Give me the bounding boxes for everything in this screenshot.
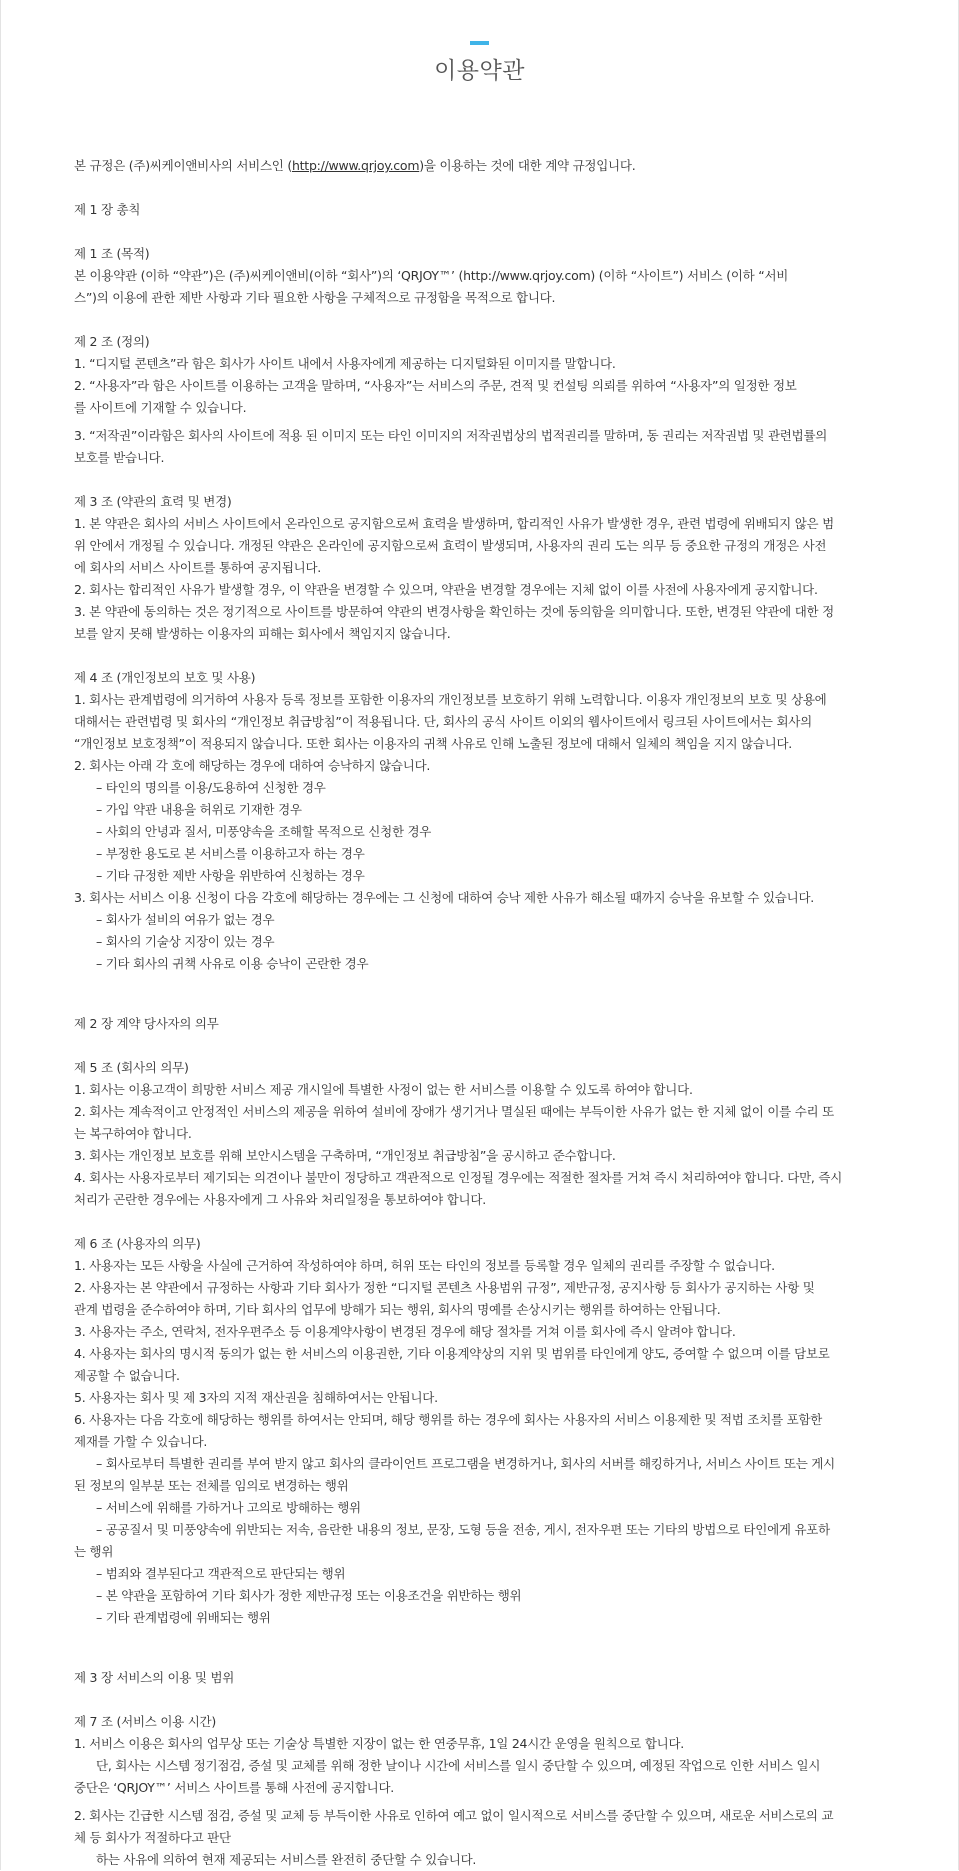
article-line: 3. 사용자는 주소, 연락처, 전자우편주소 등 이용계약사항이 변경된 경우에 해당 절차를 거쳐 이를 회사에 즉시 알려야 합니다. — [74, 1324, 736, 1339]
article-line: 3. “저작권”이라함은 회사의 사이트에 적용 된 이미지 또는 타인 이미지의 저작권법상의 법적권리를 말하며, 동 권리는 저작권법 및 관련법률의 — [74, 428, 828, 443]
chapter-2-title: 제 2 장 계약 당사자의 의무 — [74, 1016, 219, 1031]
article-line: 1. 회사는 관계법령에 의거하여 사용자 등록 정보를 포함한 이용자의 개인정보를 보호하기 위해 노력합니다. 이용자 개인정보의 보호 및 상용에 — [74, 692, 827, 707]
article-line: 스”)의 이용에 관한 제반 사항과 기타 필요한 사항을 구체적으로 규정함을 목적으로 합니다. — [74, 290, 556, 305]
article-title: 제 3 조 (약관의 효력 및 변경) — [74, 494, 232, 509]
article-line: 처리가 곤란한 경우에는 사용자에게 그 사유와 처리일정을 통보하여야 합니다. — [74, 1192, 486, 1207]
article-title: 제 5 조 (회사의 의무) — [74, 1060, 189, 1075]
article-line: 6. 사용자는 다음 각호에 해당하는 행위를 하여서는 안되며, 해당 행위를 하는 경우에 회사는 사용자의 서비스 이용제한 및 적법 조치를 포함한 — [74, 1412, 823, 1427]
article-1 — [74, 243, 889, 309]
dash-item-continued: 는 행위 — [74, 1544, 114, 1559]
article-line: 1. “디지털 콘텐츠”라 함은 회사가 사이트 내에서 사용자에게 제공하는 디지털화된 이미지를 말합니다. — [74, 356, 616, 371]
dash-item: – 범죄와 결부된다고 객관적으로 판단되는 행위 — [96, 1566, 346, 1581]
article-2 — [74, 331, 889, 469]
article-title: 제 6 조 (사용자의 의무) — [74, 1236, 201, 1251]
article-line: 4. 회사는 사용자로부터 제기되는 의견이나 불만이 정당하고 객관적으로 인정될 경우에는 적절한 절차를 거쳐 즉시 처리하여야 합니다. 다만, 즉시 — [74, 1170, 843, 1185]
article-line: 위 안에서 개정될 수 있습니다. 개정된 약관은 온라인에 공지함으로써 효력이 발생되며, 사용자의 권리 도는 의무 등 중요한 규정의 개정은 사전 — [74, 538, 827, 553]
dash-item: – 부정한 용도로 본 서비스를 이용하고자 하는 경우 — [96, 846, 365, 861]
article-line: 를 사이트에 기재할 수 있습니다. — [74, 400, 247, 415]
article-line-indented: 하는 사유에 의하여 현재 제공되는 서비스를 완전히 중단할 수 있습니다. — [96, 1852, 477, 1867]
intro-text: 본 규정은 (주)씨케이앤비사의 서비스인 (http://www.qrjoy.com)을 이용하는 것에 대한 계약 규정입니다. — [74, 158, 636, 173]
article-line: 제재를 가할 수 있습니다. — [74, 1434, 208, 1449]
dash-item: – 회사가 설비의 여유가 없는 경우 — [96, 912, 275, 927]
article-line: 1. 본 약관은 회사의 서비스 사이트에서 온라인으로 공지함으로써 효력을 발생하며, 합리적인 사유가 발생한 경우, 관련 법령에 위배되지 않은 범 — [74, 516, 834, 531]
article-line: 본 이용약관 (이하 “약관”)은 (주)씨케이앤비(이하 “회사”)의 ‘QRJOY™’ (http://www.qrjoy.com) (이하 “사이트”) 서비스 (이하 “서비 — [74, 268, 789, 283]
article-line: 1. 서비스 이용은 회사의 업무상 또는 기술상 특별한 지장이 없는 한 연중무휴, 1일 24시간 운영을 원칙으로 합니다. — [74, 1736, 685, 1751]
article-line: 중단은 ‘QRJOY™’ 서비스 사이트를 통해 사전에 공지합니다. — [74, 1780, 395, 1795]
title-accent-bar — [470, 41, 489, 45]
article-line: 보를 알지 못해 발생하는 이용자의 피해는 회사에서 책임지지 않습니다. — [74, 626, 451, 641]
article-line: “개인정보 보호정책”이 적용되지 않습니다. 또한 회사는 이용자의 귀책 사유로 인해 노출된 정보에 대해서 일체의 책임을 지지 않습니다. — [74, 736, 793, 751]
article-line: 3. 본 약관에 동의하는 것은 정기적으로 사이트를 방문하여 약관의 변경사항을 확인하는 것에 동의함을 의미합니다. 또한, 변경된 약관에 대한 정 — [74, 604, 834, 619]
dash-item: – 기타 회사의 귀책 사유로 이용 승낙이 곤란한 경우 — [96, 956, 369, 971]
article-title: 제 2 조 (정의) — [74, 334, 150, 349]
article-line: 2. 회사는 아래 각 호에 해당하는 경우에 대하여 승낙하지 않습니다. — [74, 758, 431, 773]
dash-item: – 사회의 안녕과 질서, 미풍양속을 조해할 목적으로 신청한 경우 — [96, 824, 432, 839]
article-4 — [74, 667, 889, 975]
article-line: 1. 회사는 이용고객이 희망한 서비스 제공 개시일에 특별한 사정이 없는 한 서비스를 이용할 수 있도록 하여야 합니다. — [74, 1082, 693, 1097]
article-line: 3. 회사는 개인정보 보호를 위해 보안시스템을 구축하며, “개인정보 취급방침”을 공시하고 준수합니다. — [74, 1148, 616, 1163]
article-3 — [74, 491, 889, 645]
article-5 — [74, 1057, 889, 1211]
article-title: 제 4 조 (개인정보의 보호 및 사용) — [74, 670, 256, 685]
page-title: 이용약관 — [434, 58, 525, 84]
article-line: 제공할 수 없습니다. — [74, 1368, 180, 1383]
dash-item: – 회사로부터 특별한 권리를 부여 받지 않고 회사의 클라이언트 프로그램을 변경하거나, 회사의 서버를 해킹하거나, 서비스 사이트 또는 게시 — [96, 1456, 835, 1471]
chapter-1-title: 제 1 장 총칙 — [74, 202, 141, 217]
article-line: 1. 사용자는 모든 사항을 사실에 근거하여 작성하여야 하며, 허위 또는 타인의 정보를 등록할 경우 일체의 권리를 주장할 수 없습니다. — [74, 1258, 775, 1273]
dash-item: – 회사의 기술상 지장이 있는 경우 — [96, 934, 275, 949]
article-6 — [74, 1233, 889, 1629]
article-line: 2. 사용자는 본 약관에서 규정하는 사항과 기타 회사가 정한 “디지털 콘텐츠 사용범위 규정”, 제반규정, 공지사항 등 회사가 공지하는 사항 및 — [74, 1280, 815, 1295]
dash-item: – 서비스에 위해를 가하거나 고의로 방해하는 행위 — [96, 1500, 361, 1515]
article-line: 체 등 회사가 적절하다고 판단 — [74, 1830, 231, 1845]
article-line: 는 복구하여야 합니다. — [74, 1126, 192, 1141]
article-line: 보호를 받습니다. — [74, 450, 165, 465]
article-line: 5. 사용자는 회사 및 제 3자의 지적 재산권을 침해하여서는 안됩니다. — [74, 1390, 438, 1405]
article-line: 2. 회사는 계속적이고 안정적인 서비스의 제공을 위하여 설비에 장애가 생기거나 멸실된 때에는 부득이한 사유가 없는 한 지체 없이 이를 수리 또 — [74, 1104, 834, 1119]
article-line-indented: 단, 회사는 시스템 정기점검, 증설 및 교체를 위해 정한 날이나 시간에 서비스를 일시 중단할 수 있으며, 예정된 작업으로 인한 서비스 일시 — [96, 1758, 821, 1773]
article-title: 제 7 조 (서비스 이용 시간) — [74, 1714, 216, 1729]
dash-item: – 본 약관을 포함하여 기타 회사가 정한 제반규정 또는 이용조건을 위반하는 행위 — [96, 1588, 522, 1603]
dash-item: – 가입 약관 내용을 허위로 기재한 경우 — [96, 802, 302, 817]
dash-item: – 공공질서 및 미풍양속에 위반되는 저속, 음란한 내용의 정보, 문장, 도형 등을 전송, 게시, 전자우편 또는 기타의 방법으로 타인에게 유포하 — [96, 1522, 830, 1537]
dash-item: – 타인의 명의를 이용/도용하여 신청한 경우 — [96, 780, 326, 795]
dash-item: – 기타 관계법령에 위배되는 행위 — [96, 1610, 271, 1625]
terms-content — [74, 155, 889, 1871]
article-line: 2. 회사는 합리적인 사유가 발생할 경우, 이 약관을 변경할 수 있으며, 약관을 변경할 경우에는 지체 없이 이를 사전에 사용자에게 공지합니다. — [74, 582, 818, 597]
chapter-3-title: 제 3 장 서비스의 이용 및 범위 — [74, 1670, 235, 1685]
article-line: 대해서는 관련법령 및 회사의 “개인정보 취급방침”이 적용됩니다. 단, 회사의 공식 사이트 이외의 웹사이트에서 링크된 사이트에서는 회사의 — [74, 714, 812, 729]
dash-item: – 기타 규정한 제반 사항을 위반하여 신청하는 경우 — [96, 868, 365, 883]
article-line: 에 회사의 서비스 사이트를 통하여 공지됩니다. — [74, 560, 322, 575]
article-line: 관계 법령을 준수하여야 하며, 기타 회사의 업무에 방해가 되는 행위, 회사의 명예를 손상시키는 행위를 하여하는 안됩니다. — [74, 1302, 721, 1317]
article-7 — [74, 1711, 889, 1871]
dash-item-continued: 된 정보의 일부분 또는 전체를 임의로 변경하는 행위 — [74, 1478, 349, 1493]
article-line: 2. 회사는 긴급한 시스템 점검, 증설 및 교체 등 부득이한 사유로 인하여 예고 없이 일시적으로 서비스를 중단할 수 있으며, 새로운 서비스로의 교 — [74, 1808, 834, 1823]
article-title: 제 1 조 (목적) — [74, 246, 150, 261]
article-line: 4. 사용자는 회사의 명시적 동의가 없는 한 서비스의 이용권한, 기타 이용계약상의 지위 및 범위를 타인에게 양도, 증여할 수 없으며 이를 담보로 — [74, 1346, 830, 1361]
article-line: 3. 회사는 서비스 이용 신청이 다음 각호에 해당하는 경우에는 그 신청에 대하여 승낙 제한 사유가 해소될 때까지 승낙을 유보할 수 있습니다. — [74, 890, 814, 905]
site-link[interactable]: http://www.qrjoy.com — [291, 158, 420, 173]
article-line: 2. “사용자”라 함은 사이트를 이용하는 고객을 말하며, “사용자”는 서비스의 주문, 견적 및 컨설팅 의뢰를 위하여 “사용자”의 일정한 정보 — [74, 378, 797, 393]
